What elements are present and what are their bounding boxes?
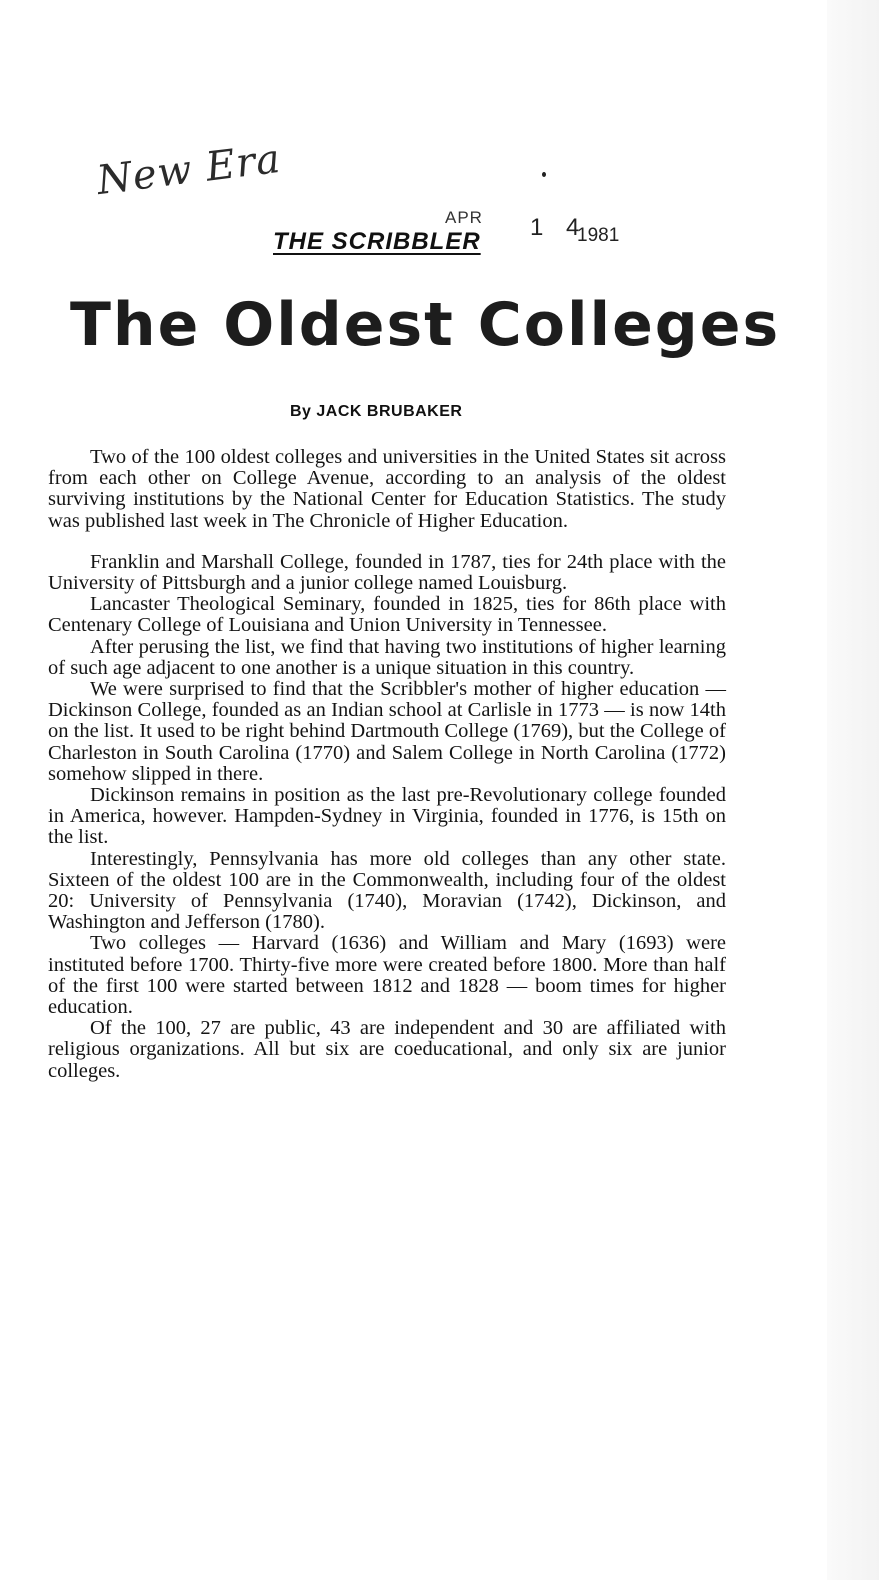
handwritten-source-note: New Era: [94, 135, 284, 204]
article-paragraph: Interestingly, Pennsylvania has more old colleges than any other state. Sixteen of the oldest 100 are in the Commonwealth, including four of the oldest 20: University of Pennsylvania (1740), Moravian (1742), Dickinson, and Washington and Jefferson (1780).: [48, 847, 726, 934]
article-paragraph: Franklin and Marshall College, founded in 1787, ties for 24th place with the University of Pittsburgh and a junior college named Louisburg.: [48, 550, 726, 595]
article-paragraph: After perusing the list, we find that having two institutions of higher learning of such age adjacent to one another is a unique situation in this country.: [48, 635, 726, 679]
article-paragraph: Two colleges — Harvard (1636) and William and Mary (1693) were instituted before 1700. Thirty-five more were created before 1800. More than half of the first 100 were started between 1812 and 1828 — boom times for higher education.: [48, 932, 726, 1019]
date-stamp-day: 1 4: [530, 214, 588, 241]
article-paragraph: Dickinson remains in position as the last pre-Revolutionary college founded in America, however. Hampden-Sydney in Virginia, founded in 1776, is 15th on the list.: [48, 784, 726, 849]
article-paragraph: We were surprised to find that the Scribbler's mother of higher education — Dickinson College, founded as an Indian school at Carlisle in 1773 — is now 14th on the list. It used to be right behind Dartmouth College (1769), but the College of Charleston in South Carolina (1770) and Salem College in North Carolina (1772) somehow slipped in there.: [48, 678, 726, 785]
article-paragraph: Lancaster Theological Seminary, founded in 1825, ties for 86th place with Centenary College of Louisiana and Union University in Tennessee.: [48, 593, 726, 637]
article-body: [48, 447, 726, 1082]
section-label: THE SCRIBBLER: [273, 228, 481, 255]
byline: By JACK BRUBAKER: [290, 403, 463, 420]
ink-speck: [542, 172, 546, 177]
date-stamp-year: 1981: [577, 225, 620, 246]
article-paragraph: Of the 100, 27 are public, 43 are independent and 30 are affiliated with religious organizations. All but six are coeducational, and only six are junior colleges.: [48, 1017, 726, 1082]
date-stamp-month: APR: [445, 208, 483, 227]
page-edge-shading: [827, 0, 879, 1580]
headline: The Oldest Colleges: [70, 290, 781, 360]
article-paragraph: Two of the 100 oldest colleges and universities in the United States sit across from each other on College Avenue, according to an analysis of the oldest surviving institutions by the National Center for Education Statistics. The study was published last week in The Chronicle of Higher Education.: [48, 446, 726, 532]
